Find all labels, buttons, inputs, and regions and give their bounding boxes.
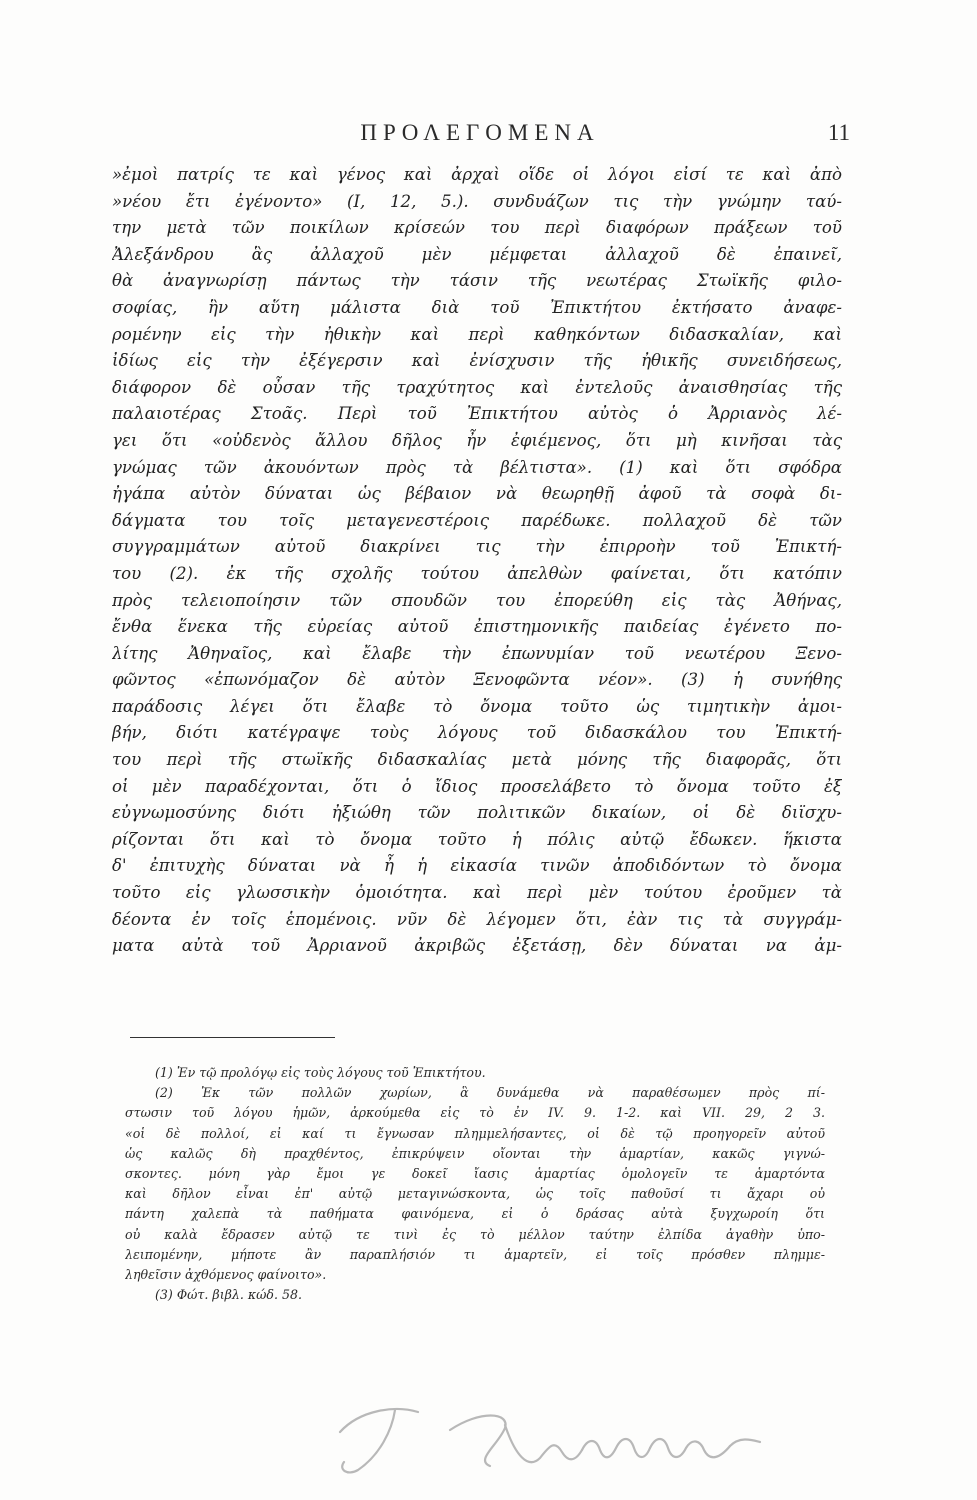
- signature-strokes: [340, 1409, 760, 1472]
- page-number: 11: [827, 120, 850, 145]
- text-line: φῶντος «ἐπωνόμαζον δὲ αὐτὸν Ξενοφῶντα νέον». (3) ἡ συνήθης: [112, 670, 842, 690]
- footnote-line: πάντη χαλεπὰ τὰ παθήματα φαινόμενα, εἰ ὁ δράσας αὐτὰ ξυγχωροίη ὅτι: [125, 1206, 825, 1222]
- footnote-line: ληθεῖσιν ἀχθόμενος φαίνοιτο».: [125, 1266, 327, 1282]
- text-line: του (2). ἐκ τῆς σχολῆς τούτου ἀπελθὼν φαίνεται, ὅτι κατόπιν: [112, 563, 842, 583]
- text-line: ἠγάπα αὐτὸν δύναται ὡς βέβαιον νὰ θεωρηθῇ ἀφοῦ τὰ σοφὰ δι-: [112, 484, 842, 504]
- text-line: παράδοσις λέγει ὅτι ἔλαβε τὸ ὄνομα τοῦτο ὡς τιμητικὴν ἀμοι-: [112, 696, 842, 716]
- text-line: εὐγνωμοσύνης διότι ἠξιώθη τῶν πολιτικῶν δικαίων, οἱ δὲ διϊσχυ-: [112, 803, 842, 823]
- text-line: δ' ἐπιτυχὴς δύναται νὰ ἦ ἡ εἰκασία τινῶν ἀποδιδόντων τὸ ὄνομα: [112, 856, 842, 876]
- text-line: διάφορον δὲ οὖσαν τῆς τραχύτητος καὶ ἐντελοῦς ἀναισθησίας τῆς: [112, 377, 842, 397]
- footnote-line: στωσιν τοῦ λόγου ἡμῶν, ἀρκούμεθα εἰς τὸ ἐν IV. 9. 1-2. καὶ VII. 29, 2 3.: [125, 1105, 825, 1121]
- text-line: γνώμας τῶν ἀκουόντων πρὸς τὰ βέλτιστα». (1) καὶ ὅτι σφόδρα: [112, 457, 842, 477]
- footnote-line: σκοντες. μόνη γὰρ ἔμοι γε δοκεῖ ἴασις ἁμαρτίας ὁμολογεῖν τε ἁμαρτόντα: [125, 1165, 825, 1181]
- running-title: ΠΡΟΛΕΓΟΜΕΝΑ: [360, 120, 600, 145]
- text-line: δέοντα ἐν τοῖς ἑπομένοις. νῦν δὲ λέγομεν ὅτι, ἐὰν τις τὰ συγγράμ-: [112, 909, 842, 929]
- text-line: τοῦτο εἰς γλωσσικὴν ὁμοιότητα. καὶ περὶ μὲν τούτου ἐροῦμεν τὰ: [112, 883, 842, 903]
- footnote-separator: [130, 1037, 335, 1038]
- footnote-line: «οἱ δὲ πολλοί, εἰ καί τι ἔγνωσαν πλημμελήσαντες, οἱ δὲ τῷ προηγορεῖν αὐτοῦ: [125, 1125, 825, 1141]
- footnote-line: ὡς καλῶς δὴ πραχθέντος, ἐπικρύψειν οἴονται τὴν ἁμαρτίαν, κακῶς γιγνώ-: [125, 1145, 825, 1161]
- text-line: λίτης Ἀθηναῖος, καὶ ἔλαβε τὴν ἐπωνυμίαν τοῦ νεωτέρου Ξενο-: [112, 643, 842, 663]
- footnote-line: (2) Ἐκ τῶν πολλῶν χωρίων, ἃ δυνάμεθα νὰ παραθέσωμεν πρὸς πί-: [155, 1085, 825, 1101]
- text-line: πρὸς τελειοποίησιν τῶν σπουδῶν του ἐπορεύθη εἰς τὰς Ἀθήνας,: [112, 590, 842, 610]
- text-line: ρομένην εἰς τὴν ἠθικὴν καὶ περὶ καθηκόντων διδασκαλίαν, καὶ: [112, 324, 842, 344]
- handwritten-signature: [300, 1370, 780, 1480]
- text-line: οἱ μὲν παραδέχονται, ὅτι ὁ ἴδιος προσελάβετο τὸ ὄνομα τοῦτο ἐξ: [112, 776, 842, 796]
- text-line: ρίζονται ὅτι καὶ τὸ ὄνομα τοῦτο ἡ πόλις αὐτῷ ἔδωκεν. ἥκιστα: [112, 829, 842, 849]
- text-line: δάγματα του τοῖς μεταγενεστέροις παρέδωκε. πολλαχοῦ δὲ τῶν: [112, 510, 842, 530]
- text-line: γει ὅτι «οὐδενὸς ἄλλου δῆλος ἦν ἐφιέμενος, ὅτι μὴ κινῆσαι τὰς: [112, 430, 842, 450]
- text-line: παλαιοτέρας Στοᾶς. Περὶ τοῦ Ἐπικτήτου αὐτὸς ὁ Ἀρριανὸς λέ-: [112, 404, 842, 424]
- main-text: [112, 162, 842, 960]
- footnote-line: (3) Φώτ. βιβλ. κώδ. 58.: [155, 1287, 303, 1303]
- text-line: ἔνθα ἕνεκα τῆς εὐρείας αὐτοῦ ἐπιστημονικῆς παιδείας ἐγένετο πο-: [112, 617, 842, 637]
- footnote-line: λειπομένην, μήποτε ἂν παραπλήσιόν τι ἁμαρτεῖν, εἰ τοῖς πρόσθεν πλημμε-: [125, 1246, 825, 1262]
- text-line: συγγραμμάτων αὐτοῦ διακρίνει τις τὴν ἐπιρροὴν τοῦ Ἐπικτή-: [112, 537, 842, 557]
- footnote-line: καὶ δῆλον εἶναι ἐπ' αὐτῷ μεταγινώσκοντα, ὡς τοῖς παθοῦσί τι ἄχαρι οὐ: [125, 1186, 825, 1202]
- text-line: Ἀλεξάνδρου ἃς ἀλλαχοῦ μὲν μέμφεται ἀλλαχοῦ δὲ ἐπαινεῖ,: [112, 244, 842, 264]
- text-line: »ἐμοὶ πατρίς τε καὶ γένος καὶ ἀρχαὶ οἵδε οἱ λόγοι εἰσί τε καὶ ἀπὸ: [112, 165, 842, 184]
- footnote-line: οὐ καλὰ ἔδρασεν αὐτῷ τε τινὶ ἐς τὸ μέλλον ταύτην ἐλπίδα ἀγαθὴν ὑπο-: [125, 1226, 825, 1242]
- text-line: θὰ ἀναγνωρίσῃ πάντως τὴν τάσιν τῆς νεωτέρας Στωϊκῆς φιλο-: [112, 271, 842, 291]
- footnote-line: (1) Ἐν τῷ προλόγῳ εἰς τοὺς λόγους τοῦ Ἐπικτήτου.: [155, 1065, 486, 1080]
- running-head: [110, 120, 850, 156]
- text-line: την μετὰ τῶν ποικίλων κρίσεών του περὶ διαφόρων πράξεων τοῦ: [112, 218, 842, 238]
- text-line: του περὶ τῆς στωϊκῆς διδασκαλίας μετὰ μόνης τῆς διαφορᾶς, ὅτι: [112, 750, 842, 770]
- text-line: ματα αὐτὰ τοῦ Ἀρριανοῦ ἀκριβῶς ἐξετάσῃ, δὲν δύναται να ἀμ-: [112, 936, 842, 956]
- text-line: βήν, διότι κατέγραψε τοὺς λόγους τοῦ διδασκάλου του Ἐπικτή-: [112, 723, 842, 743]
- text-line: σοφίας, ἣν αὕτη μάλιστα διὰ τοῦ Ἐπικτήτου ἐκτήσατο ἀναφε-: [112, 297, 842, 317]
- footnotes: [125, 1063, 825, 1305]
- text-line: ἰδίως εἰς τὴν ἐξέγερσιν καὶ ἐνίσχυσιν τῆς ἠθικῆς συνειδήσεως,: [112, 351, 842, 371]
- text-line: »νέου ἔτι ἐγένοντο» (I, 12, 5.). συνδυάζων τις τὴν γνώμην ταύ-: [112, 191, 842, 211]
